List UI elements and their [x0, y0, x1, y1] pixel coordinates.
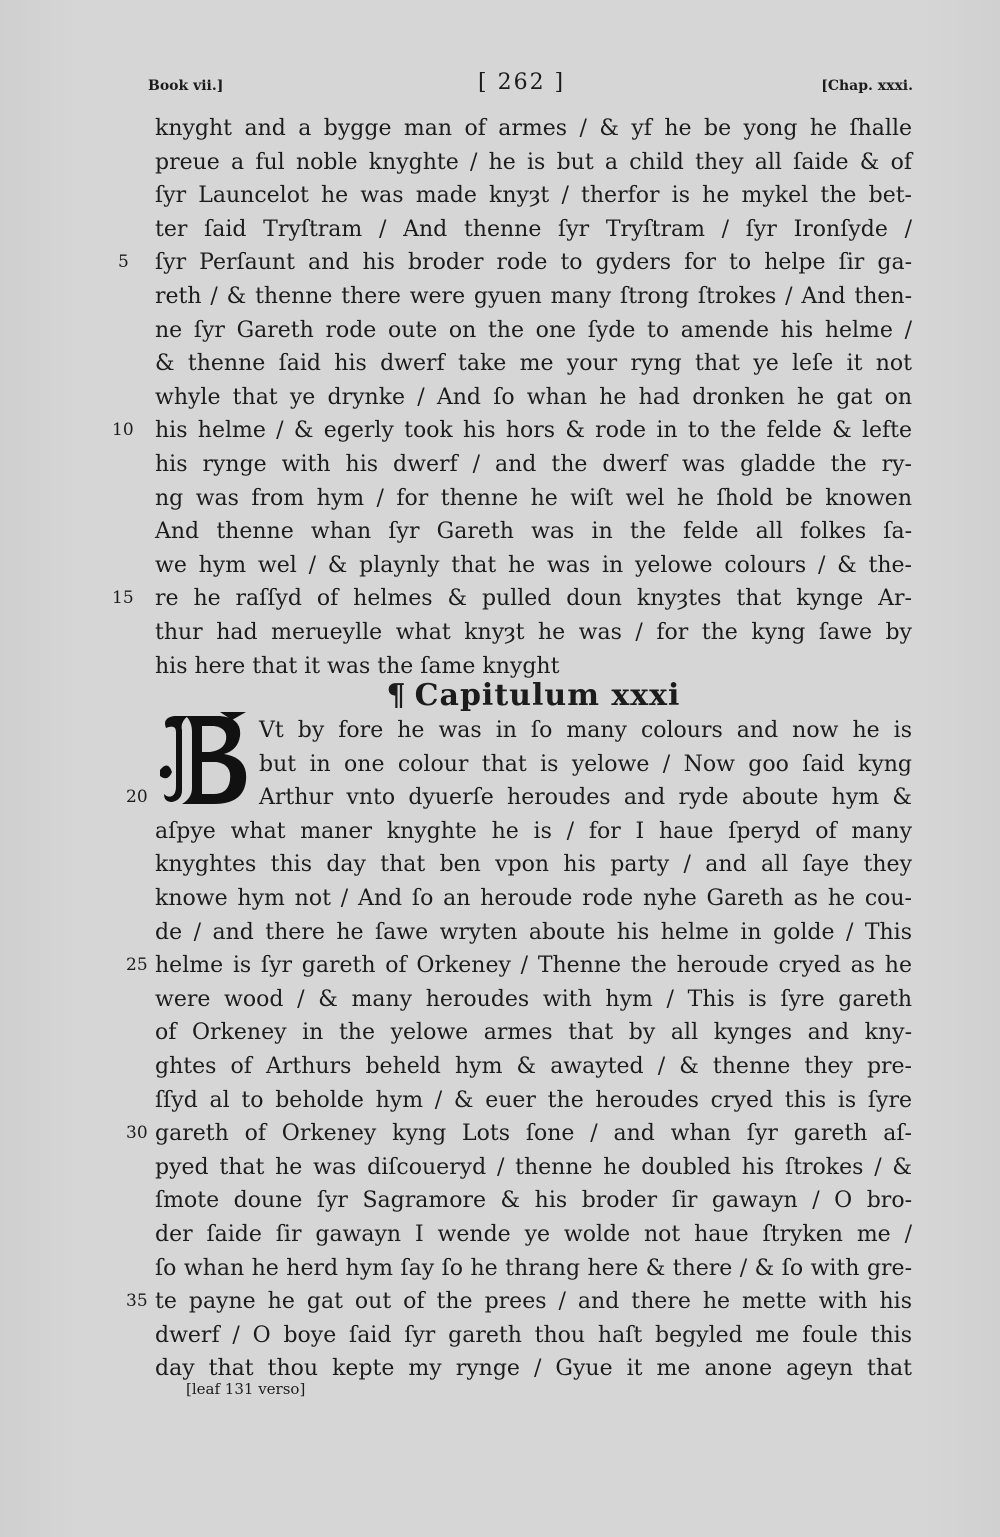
- line-number-20: 20: [126, 787, 148, 808]
- text-line: day that thou kepte my rynge / Gyue it me anone ageyn that: [155, 1356, 912, 1382]
- running-head: [148, 70, 913, 106]
- text-line: of Orkeney in the yelowe armes that by all kynges and kny-: [155, 1020, 912, 1046]
- text-line: were wood / & many heroudes with hym / This is ſyre gareth: [155, 986, 912, 1012]
- text-line: his here that it was the ſame knyght: [155, 653, 560, 679]
- text-line: knyghtes this day that ben vpon his party / and all ſaye they: [155, 852, 912, 878]
- text-line: ſo whan he herd hym ſay ſo he thrang here & there / & ſo with gre-: [155, 1255, 912, 1281]
- text-line: ng was from hym / for thenne he wiſt wel he ſhold be knowen: [155, 485, 912, 511]
- running-head-book: Book vii.]: [148, 78, 224, 94]
- running-head-chapter: [Chap. xxxi.: [821, 78, 913, 94]
- text-line: whyle that ye drynke / And ſo whan he had dronken he gat on: [155, 384, 912, 410]
- text-line: helme is ſyr gareth of Orkeney / Thenne the heroude cryed as he: [155, 953, 912, 979]
- text-line: de / and there he ſawe wryten aboute his helme in golde / This: [155, 919, 912, 945]
- leaf-note: [leaf 131 verso]: [186, 1380, 306, 1398]
- line-number-5: 5: [118, 252, 129, 273]
- line-number-35: 35: [126, 1291, 148, 1312]
- text-line: te payne he gat out of the prees / and there he mette with his: [155, 1289, 912, 1315]
- text-line: knowe hym not / And ſo an heroude rode nyhe Gareth as he cou-: [155, 885, 912, 911]
- text-line: knyght and a bygge man of armes / & yf he be yong he ſhalle: [155, 116, 912, 141]
- text-line: his helme / & egerly took his hors & rode in to the felde & lefte: [155, 418, 912, 444]
- text-line: der ſaide ſir gawayn I wende ye wolde not haue ſtryken me /: [155, 1221, 912, 1247]
- text-line: thur had merueylle what knyȝt he was / for the kyng ſawe by: [155, 619, 912, 645]
- chapter-title: Capitulum xxxi: [414, 678, 681, 713]
- text-line: ne ſyr Gareth rode oute on the one ſyde to amende his helme /: [155, 317, 912, 343]
- text-line: Vt by fore he was in ſo many colours and now he is: [259, 718, 912, 743]
- text-line: we hym wel / & playnly that he was in yelowe colours / & the-: [155, 552, 912, 578]
- text-line: ſſyd al to beholde hym / & euer the heroudes cryed this is ſyre: [155, 1087, 912, 1113]
- text-line: ghtes of Arthurs beheld hym & awayted / & thenne they pre-: [155, 1053, 912, 1079]
- line-number-10: 10: [112, 420, 134, 441]
- text-line: Arthur vnto dyuerſe heroudes and ryde aboute hym &: [259, 785, 912, 811]
- text-line: aſpye what maner knyghte he is / for I haue ſperyd of many: [155, 818, 912, 844]
- pilcrow-icon: ¶: [386, 678, 407, 713]
- text-line: ſmote doune ſyr Sagramore & his broder ſir gawayn / O bro-: [155, 1188, 912, 1214]
- text-line: ſyr Launcelot he was made knyȝt / therfor is he mykel the bet-: [155, 183, 912, 209]
- text-line: ter ſaid Tryſtram / And thenne ſyr Tryſtram / ſyr Ironſyde /: [155, 216, 912, 242]
- text-line: his rynge with his dwerf / and the dwerf was gladde the ry-: [155, 451, 912, 477]
- text-line: dwerf / O boye ſaid ſyr gareth thou haſt begyled me foule this: [155, 1322, 912, 1348]
- line-number-15: 15: [112, 588, 134, 609]
- text-line: but in one colour that is yelowe / Now goo ſaid kyng: [259, 751, 912, 777]
- text-line: & thenne ſaid his dwerf take me your ryng that ye leſe it not: [155, 351, 912, 377]
- text-line: preue a ful noble knyghte / he is but a child they all ſaide & of: [155, 149, 912, 175]
- chapter-heading: [155, 676, 912, 716]
- page-number: [ 262 ]: [478, 70, 566, 95]
- line-number-30: 30: [126, 1123, 148, 1144]
- text-block-before-chapter: [155, 112, 912, 683]
- text-line: ſyr Perſaunt and his broder rode to gyders for to helpe ſir ga-: [155, 250, 912, 276]
- text-block-chapter-xxxi: [155, 714, 912, 1386]
- text-line: gareth of Orkeney kyng Lots ſone / and whan ſyr gareth aſ-: [155, 1121, 912, 1147]
- line-number-25: 25: [126, 955, 148, 976]
- text-line: reth / & thenne there were gyuen many ſtrong ſtrokes / And then-: [155, 283, 912, 309]
- text-line: re he raſſyd of helmes & pulled doun knyȝtes that kynge Ar-: [155, 586, 912, 612]
- text-line: pyed that he was diſcoueryd / thenne he doubled his ſtrokes / &: [155, 1154, 912, 1180]
- text-line: And thenne whan ſyr Gareth was in the felde all folkes ſa-: [155, 519, 912, 545]
